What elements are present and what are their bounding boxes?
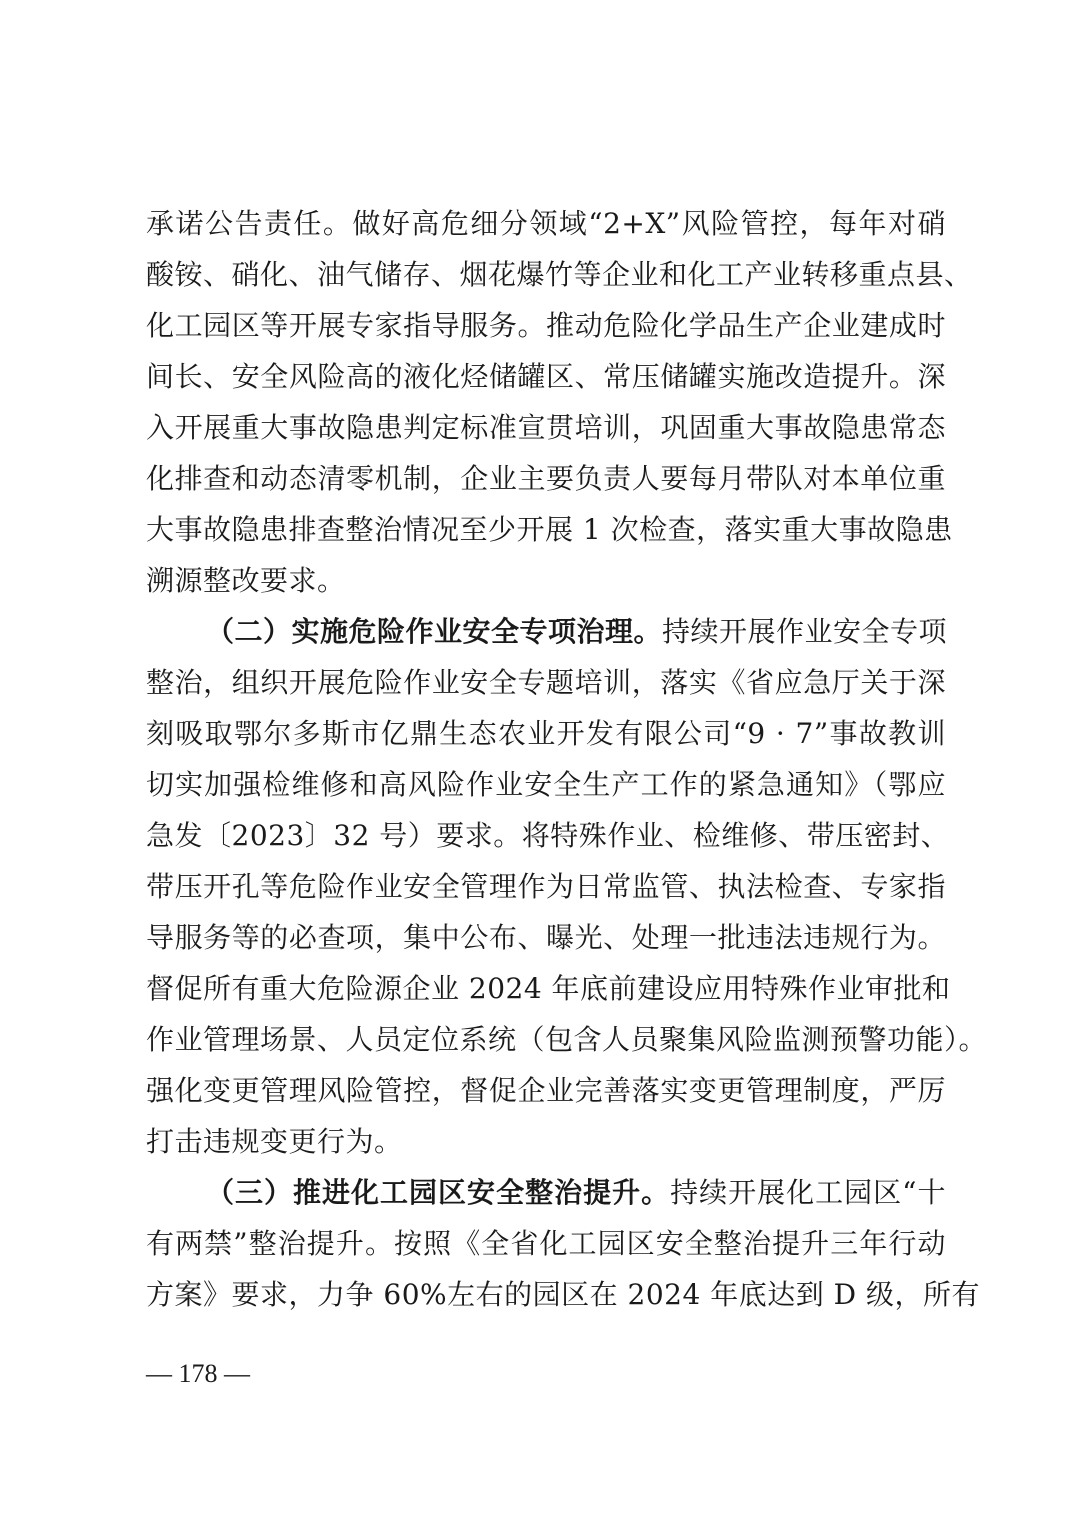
section-3-heading: （三）推进化工园区安全整治提升。 — [206, 1176, 671, 1209]
section-2-lead-text: 持续开展作业安全专项 — [662, 615, 948, 648]
text-line: 入开展重大事故隐患判定标准宣贯培训，巩固重大事故隐患常态 — [146, 411, 946, 444]
text-line: 化工园区等开展专家指导服务。推动危险化学品生产企业建成时 — [146, 309, 946, 342]
text-line: 方案》要求，力争 60%左右的园区在 2024 年底达到 D 级，所有 — [146, 1278, 980, 1311]
text-line: 打击违规变更行为。 — [146, 1125, 403, 1158]
text-line: 带压开孔等危险作业安全管理作为日常监管、执法检查、专家指 — [146, 870, 946, 903]
text-line: 大事故隐患排查整治情况至少开展 1 次检查，落实重大事故隐患 — [146, 513, 953, 546]
text-line: 酸铵、硝化、油气储存、烟花爆竹等企业和化工产业转移重点县、 — [146, 258, 973, 291]
section-2-heading: （二）实施危险作业安全专项治理。 — [206, 615, 663, 648]
text-line: 切实加强检维修和高风险作业安全生产工作的紧急通知》（鄂应 — [146, 768, 946, 801]
text-line: 承诺公告责任。做好高危细分领域“2+X”风险管控，每年对硝 — [146, 207, 946, 240]
section-3-first-line — [146, 1167, 946, 1218]
body-text — [146, 198, 988, 1320]
text-line: 整治，组织开展危险作业安全专题培训，落实《省应急厅关于深 — [146, 666, 946, 699]
text-line: 督促所有重大危险源企业 2024 年底前建设应用特殊作业审批和 — [146, 972, 951, 1005]
page-number: — 178 — — [146, 1359, 250, 1388]
text-line: 导服务等的必查项，集中公布、曝光、处理一批违法违规行为。 — [146, 921, 946, 954]
text-line: 刻吸取鄂尔多斯市亿鼎生态农业开发有限公司“9 · 7”事故教训 — [146, 717, 946, 750]
text-line: 溯源整改要求。 — [146, 564, 346, 597]
section-3-lead-text: 持续开展化工园区“十 — [670, 1176, 946, 1209]
text-line: 间长、安全风险高的液化烃储罐区、常压储罐实施改造提升。深 — [146, 360, 946, 393]
text-line: 化排查和动态清零机制，企业主要负责人要每月带队对本单位重 — [146, 462, 946, 495]
text-line: 有两禁”整治提升。按照《全省化工园区安全整治提升三年行动 — [146, 1227, 946, 1260]
section-2-first-line — [146, 606, 946, 657]
text-line: 强化变更管理风险管控，督促企业完善落实变更管理制度，严厉 — [146, 1074, 946, 1107]
text-line: 急发〔2023〕32 号）要求。将特殊作业、检维修、带压密封、 — [146, 819, 950, 852]
text-line: 作业管理场景、人员定位系统（包含人员聚集风险监测预警功能）。 — [146, 1023, 988, 1056]
